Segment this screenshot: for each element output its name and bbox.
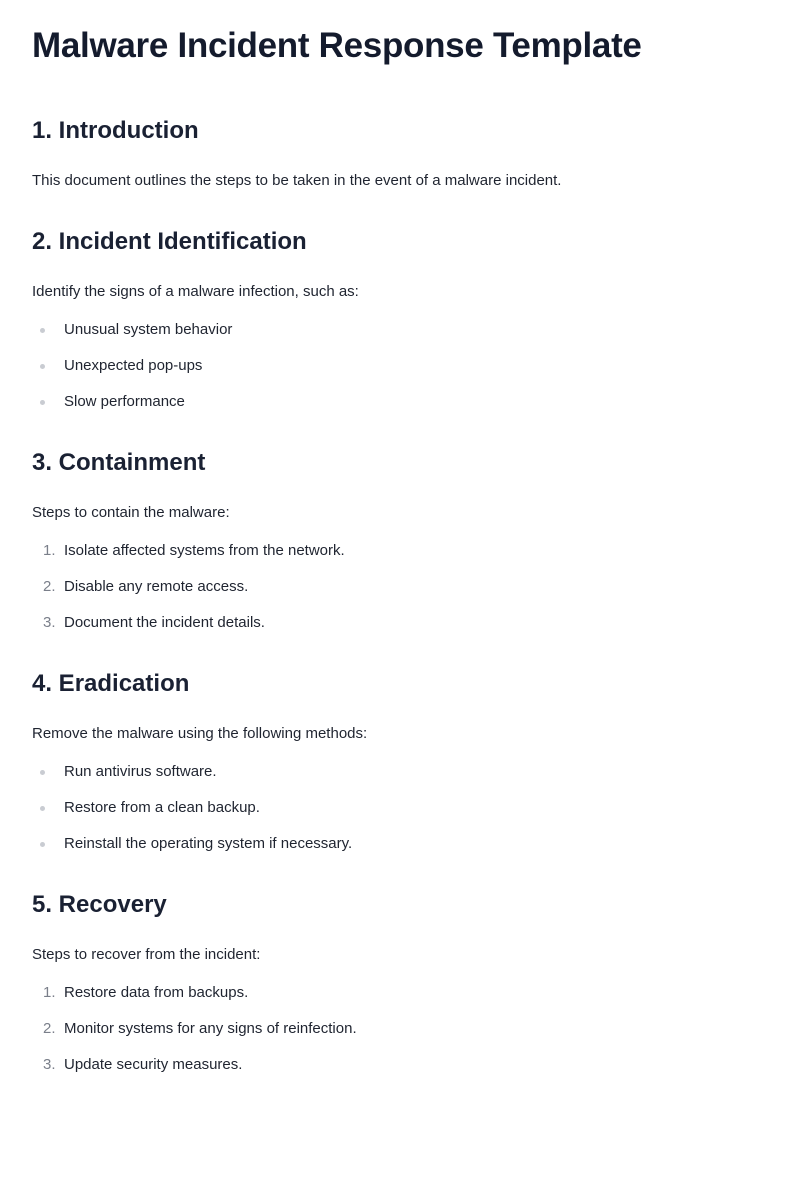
list-item	[32, 356, 768, 376]
document-title: Malware Incident Response Template	[32, 26, 642, 65]
section-text: This document outlines the steps to be taken in the event of a malware incident.	[32, 172, 562, 189]
bullet-list	[32, 320, 768, 412]
list-item	[32, 798, 768, 818]
list-item	[32, 762, 768, 782]
list-item-text: Restore data from backups.	[64, 984, 249, 1001]
section-text: Identify the signs of a malware infection, such as:	[32, 283, 359, 300]
list-item-text: Run antivirus software.	[64, 763, 217, 780]
list-number: 1.	[43, 542, 56, 559]
bullet-icon	[40, 364, 45, 369]
section-text: Remove the malware using the following methods:	[32, 725, 368, 742]
list-item	[32, 613, 768, 633]
list-number: 1.	[43, 984, 56, 1001]
list-item-text: Restore from a clean backup.	[64, 799, 260, 816]
list-item	[32, 320, 768, 340]
list-item	[32, 392, 768, 412]
section-heading: 2. Incident Identification	[32, 228, 307, 255]
bullet-list	[32, 762, 768, 854]
ordered-list	[32, 983, 768, 1075]
bullet-icon	[40, 400, 45, 405]
section-text: Steps to recover from the incident:	[32, 946, 261, 963]
list-item	[32, 577, 768, 597]
list-item-text: Disable any remote access.	[64, 578, 249, 595]
list-item	[32, 1055, 768, 1075]
section-heading: 5. Recovery	[32, 891, 167, 918]
list-item-text: Isolate affected systems from the network.	[64, 542, 345, 559]
list-item-text: Document the incident details.	[64, 614, 265, 631]
list-item-text: Update security measures.	[64, 1056, 243, 1073]
section-heading: 4. Eradication	[32, 670, 190, 697]
section-introduction	[32, 116, 768, 191]
list-number: 3.	[43, 614, 56, 631]
bullet-icon	[40, 842, 45, 847]
bullet-icon	[40, 806, 45, 811]
section-recovery	[32, 890, 768, 1075]
list-item	[32, 541, 768, 561]
list-number: 2.	[43, 578, 56, 595]
list-item-text: Unusual system behavior	[64, 321, 233, 338]
section-heading: 1. Introduction	[32, 117, 199, 144]
list-item	[32, 834, 768, 854]
section-containment	[32, 448, 768, 633]
bullet-icon	[40, 770, 45, 775]
list-number: 3.	[43, 1056, 56, 1073]
list-item-text: Monitor systems for any signs of reinfection.	[64, 1020, 357, 1037]
section-incident-identification	[32, 227, 768, 412]
section-heading: 3. Containment	[32, 449, 206, 476]
section-text: Steps to contain the malware:	[32, 504, 230, 521]
bullet-icon	[40, 328, 45, 333]
list-item-text: Unexpected pop-ups	[64, 357, 203, 374]
list-item	[32, 1019, 768, 1039]
list-number: 2.	[43, 1020, 56, 1037]
list-item	[32, 983, 768, 1003]
ordered-list	[32, 541, 768, 633]
list-item-text: Slow performance	[64, 393, 185, 410]
section-eradication	[32, 669, 768, 854]
list-item-text: Reinstall the operating system if necessary.	[64, 835, 353, 852]
